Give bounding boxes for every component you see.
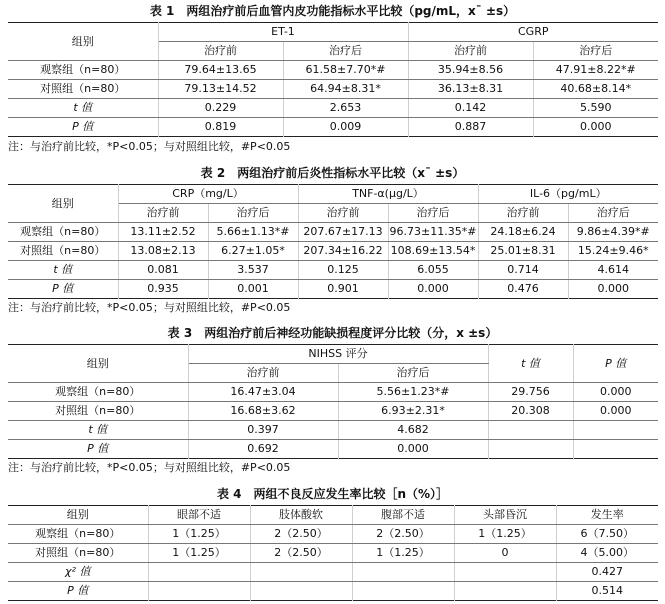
row-label: t 值 <box>8 261 118 280</box>
table-cell: 24.18±6.24 <box>478 223 568 242</box>
table-row <box>8 582 658 601</box>
table-row <box>8 421 658 440</box>
table-cell <box>250 563 352 582</box>
group-header: 组别 <box>8 185 118 223</box>
table-cell: 0.692 <box>188 440 338 459</box>
table-cell: 15.24±9.46* <box>568 242 658 261</box>
incidence-header: 发生率 <box>556 506 658 525</box>
p-value-header: P 值 <box>573 345 658 383</box>
table-row <box>8 280 658 299</box>
table-1-header-row-1 <box>8 23 658 42</box>
row-label: 对照组（n=80） <box>8 402 188 421</box>
row-label: 对照组（n=80） <box>8 544 148 563</box>
table-cell: 0.000 <box>573 383 658 402</box>
table-cell <box>488 421 573 440</box>
after-header: 治疗后 <box>338 364 488 383</box>
table-cell: 0.819 <box>158 118 283 137</box>
table-cell: 0.000 <box>388 280 478 299</box>
table-cell: 0.081 <box>118 261 208 280</box>
abdominal-discomfort-header: 腹部不适 <box>352 506 454 525</box>
row-label: P 值 <box>8 582 148 601</box>
table-cell: 2（2.50） <box>250 544 352 563</box>
row-label: t 值 <box>8 421 188 440</box>
table-4-title: 表 4 两组不良反应发生率比较［n（%）］ <box>216 487 449 501</box>
row-label: 对照组（n=80） <box>8 80 158 99</box>
table-cell <box>454 563 556 582</box>
table-4-header-row <box>8 506 658 525</box>
table-4 <box>8 505 658 601</box>
table-cell: 207.34±16.22 <box>298 242 388 261</box>
table-cell: 4.682 <box>338 421 488 440</box>
et1-header: ET-1 <box>158 23 408 42</box>
table-row <box>8 402 658 421</box>
after-header: 治疗后 <box>208 204 298 223</box>
table-1-title: 表 1 两组治疗前后血管内皮功能指标水平比较（pg/mL，x¯ ±s） <box>149 4 516 18</box>
table-cell: 207.67±17.13 <box>298 223 388 242</box>
before-header: 治疗前 <box>478 204 568 223</box>
table-cell: 36.13±8.31 <box>408 80 533 99</box>
before-header: 治疗前 <box>188 364 338 383</box>
table-cell: 0.142 <box>408 99 533 118</box>
row-label: χ² 值 <box>8 563 148 582</box>
table-row <box>8 544 658 563</box>
table-cell: 5.590 <box>533 99 658 118</box>
table-row <box>8 563 658 582</box>
table-cell: 108.69±13.54* <box>388 242 478 261</box>
table-cell: 0.514 <box>556 582 658 601</box>
table-2-header-row-1 <box>8 185 658 204</box>
row-label: P 值 <box>8 118 158 137</box>
il6-header: IL-6（pg/mL） <box>478 185 658 204</box>
before-header: 治疗前 <box>118 204 208 223</box>
table-2-note: 注：与治疗前比较，*P<0.05；与对照组比较，#P<0.05 <box>8 301 291 314</box>
cgrp-header: CGRP <box>408 23 658 42</box>
table-cell: 40.68±8.14* <box>533 80 658 99</box>
table-cell <box>352 582 454 601</box>
table-cell: 79.13±14.52 <box>158 80 283 99</box>
table-cell: 9.86±4.39*# <box>568 223 658 242</box>
table-row <box>8 440 658 459</box>
table-cell: 0.000 <box>573 402 658 421</box>
table-cell <box>148 563 250 582</box>
table-cell: 0.000 <box>338 440 488 459</box>
t-value-header: t 值 <box>488 345 573 383</box>
table-2 <box>8 184 658 299</box>
table-1 <box>8 22 658 137</box>
group-header: 组别 <box>8 506 148 525</box>
table-cell: 4（5.00） <box>556 544 658 563</box>
table-cell: 20.308 <box>488 402 573 421</box>
table-cell: 1（1.25） <box>148 525 250 544</box>
table-cell <box>148 582 250 601</box>
before-header: 治疗前 <box>408 42 533 61</box>
table-cell: 35.94±8.56 <box>408 61 533 80</box>
table-row <box>8 223 658 242</box>
eye-discomfort-header: 眼部不适 <box>148 506 250 525</box>
table-row <box>8 61 658 80</box>
limb-soreness-header: 肢体酸软 <box>250 506 352 525</box>
table-cell: 0.009 <box>283 118 408 137</box>
after-header: 治疗后 <box>283 42 408 61</box>
table-cell: 96.73±11.35*# <box>388 223 478 242</box>
table-cell: 47.91±8.22*# <box>533 61 658 80</box>
row-label: t 值 <box>8 99 158 118</box>
row-label: P 值 <box>8 440 188 459</box>
table-cell: 64.94±8.31* <box>283 80 408 99</box>
table-2-title: 表 2 两组治疗前后炎性指标水平比较（x¯ ±s） <box>200 166 465 180</box>
table-cell: 0.427 <box>556 563 658 582</box>
table-cell: 0 <box>454 544 556 563</box>
table-cell: 2（2.50） <box>352 525 454 544</box>
table-row <box>8 99 658 118</box>
table-cell <box>573 421 658 440</box>
table-cell: 0.229 <box>158 99 283 118</box>
table-cell: 5.66±1.13*# <box>208 223 298 242</box>
table-cell: 0.714 <box>478 261 568 280</box>
table-cell: 6（7.50） <box>556 525 658 544</box>
table-cell: 6.93±2.31* <box>338 402 488 421</box>
table-cell: 29.756 <box>488 383 573 402</box>
table-cell <box>454 582 556 601</box>
table-cell <box>488 440 573 459</box>
table-cell: 0.901 <box>298 280 388 299</box>
table-row <box>8 118 658 137</box>
row-label: P 值 <box>8 280 118 299</box>
table-cell: 0.125 <box>298 261 388 280</box>
table-cell: 0.887 <box>408 118 533 137</box>
group-header: 组别 <box>8 345 188 383</box>
row-label: 观察组（n=80） <box>8 61 158 80</box>
nihss-header: NIHSS 评分 <box>188 345 488 364</box>
table-cell: 25.01±8.31 <box>478 242 568 261</box>
table-cell: 1（1.25） <box>454 525 556 544</box>
table-cell: 0.000 <box>533 118 658 137</box>
table-cell: 13.08±2.13 <box>118 242 208 261</box>
row-label: 对照组（n=80） <box>8 242 118 261</box>
table-cell: 0.476 <box>478 280 568 299</box>
after-header: 治疗后 <box>568 204 658 223</box>
table-cell: 6.27±1.05* <box>208 242 298 261</box>
row-label: 观察组（n=80） <box>8 525 148 544</box>
table-3-title: 表 3 两组治疗前后神经功能缺损程度评分比较（分，x ±s） <box>167 326 498 340</box>
table-row <box>8 242 658 261</box>
table-cell: 5.56±1.23*# <box>338 383 488 402</box>
table-cell: 61.58±7.70*# <box>283 61 408 80</box>
table-3-header-row-1 <box>8 345 658 364</box>
table-cell: 13.11±2.52 <box>118 223 208 242</box>
after-header: 治疗后 <box>533 42 658 61</box>
table-cell: 6.055 <box>388 261 478 280</box>
table-cell <box>573 440 658 459</box>
table-cell <box>250 582 352 601</box>
group-header: 组别 <box>8 23 158 61</box>
table-cell: 16.68±3.62 <box>188 402 338 421</box>
table-cell: 79.64±13.65 <box>158 61 283 80</box>
row-label: 观察组（n=80） <box>8 383 188 402</box>
table-cell: 2.653 <box>283 99 408 118</box>
table-cell: 1（1.25） <box>148 544 250 563</box>
table-row <box>8 525 658 544</box>
table-cell: 0.001 <box>208 280 298 299</box>
table-cell: 0.397 <box>188 421 338 440</box>
table-row <box>8 261 658 280</box>
after-header: 治疗后 <box>388 204 478 223</box>
table-cell: 2（2.50） <box>250 525 352 544</box>
row-label: 观察组（n=80） <box>8 223 118 242</box>
table-cell: 0.935 <box>118 280 208 299</box>
table-3 <box>8 344 658 459</box>
before-header: 治疗前 <box>158 42 283 61</box>
table-cell: 4.614 <box>568 261 658 280</box>
table-row <box>8 80 658 99</box>
table-cell: 0.000 <box>568 280 658 299</box>
table-cell: 16.47±3.04 <box>188 383 338 402</box>
tnf-header: TNF-α(μg/L） <box>298 185 478 204</box>
table-cell: 1（1.25） <box>352 544 454 563</box>
table-3-note: 注：与治疗前比较，*P<0.05；与对照组比较，#P<0.05 <box>8 461 291 474</box>
table-cell <box>352 563 454 582</box>
crp-header: CRP（mg/L） <box>118 185 298 204</box>
table-row <box>8 383 658 402</box>
before-header: 治疗前 <box>298 204 388 223</box>
table-cell: 3.537 <box>208 261 298 280</box>
table-1-note: 注：与治疗前比较，*P<0.05；与对照组比较，#P<0.05 <box>8 140 291 153</box>
dizziness-header: 头部昏沉 <box>454 506 556 525</box>
